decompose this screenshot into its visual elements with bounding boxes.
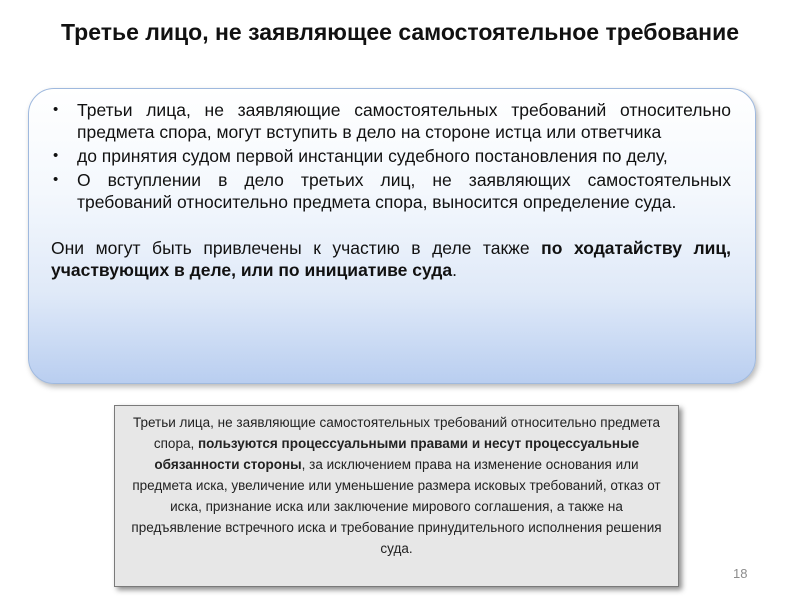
note-suffix: . [452,260,457,280]
bullet-text: до принятия судом первой инстанции судебного постановления по делу, [77,146,668,166]
info-text-part1: Третьи лица, не заявляющие самостоятельных требований относительно предмета спора, [132,415,661,451]
main-content-box [28,88,756,384]
page-number: 18 [733,566,748,581]
info-emphasis: пользуются процессуальными правами и несут процессуальные обязанности стороны [154,436,640,472]
bullet-text: О вступлении в дело третьих лиц, не заявляющих самостоятельных требований относительно предмета спора, выносится определение суда. [77,170,731,212]
note-prefix: Они могут быть привлечены к участию в деле также [51,238,542,258]
info-box [114,405,679,587]
bullet-list [51,99,731,213]
bullet-dot-icon: • [53,171,59,188]
bullet-text: Третьи лица, не заявляющие самостоятельных требований относительно предмета спора, могут вступить в дело на стороне истца или ответчика [77,100,731,142]
bullet-item [51,145,731,167]
note-emphasis: по ходатайству лиц, участвующих в деле, или по инициативе суда [51,238,732,280]
participation-note [51,237,731,281]
info-text-part2: , за исключением права на изменение основания или предмета иска, увеличение или уменьшение размера исковых требований, отказ от иска, признание иска или заключение мирового соглашения, а также на предъявление встречного иска и требование принудительного исполнения решения суда. [131,457,662,556]
bullet-item [51,99,731,143]
bullet-item [51,169,731,213]
slide-title: Третье лицо, не заявляющее самостоятельное требование [61,19,739,45]
bullet-dot-icon: • [53,101,59,118]
bullet-dot-icon: • [53,147,59,164]
